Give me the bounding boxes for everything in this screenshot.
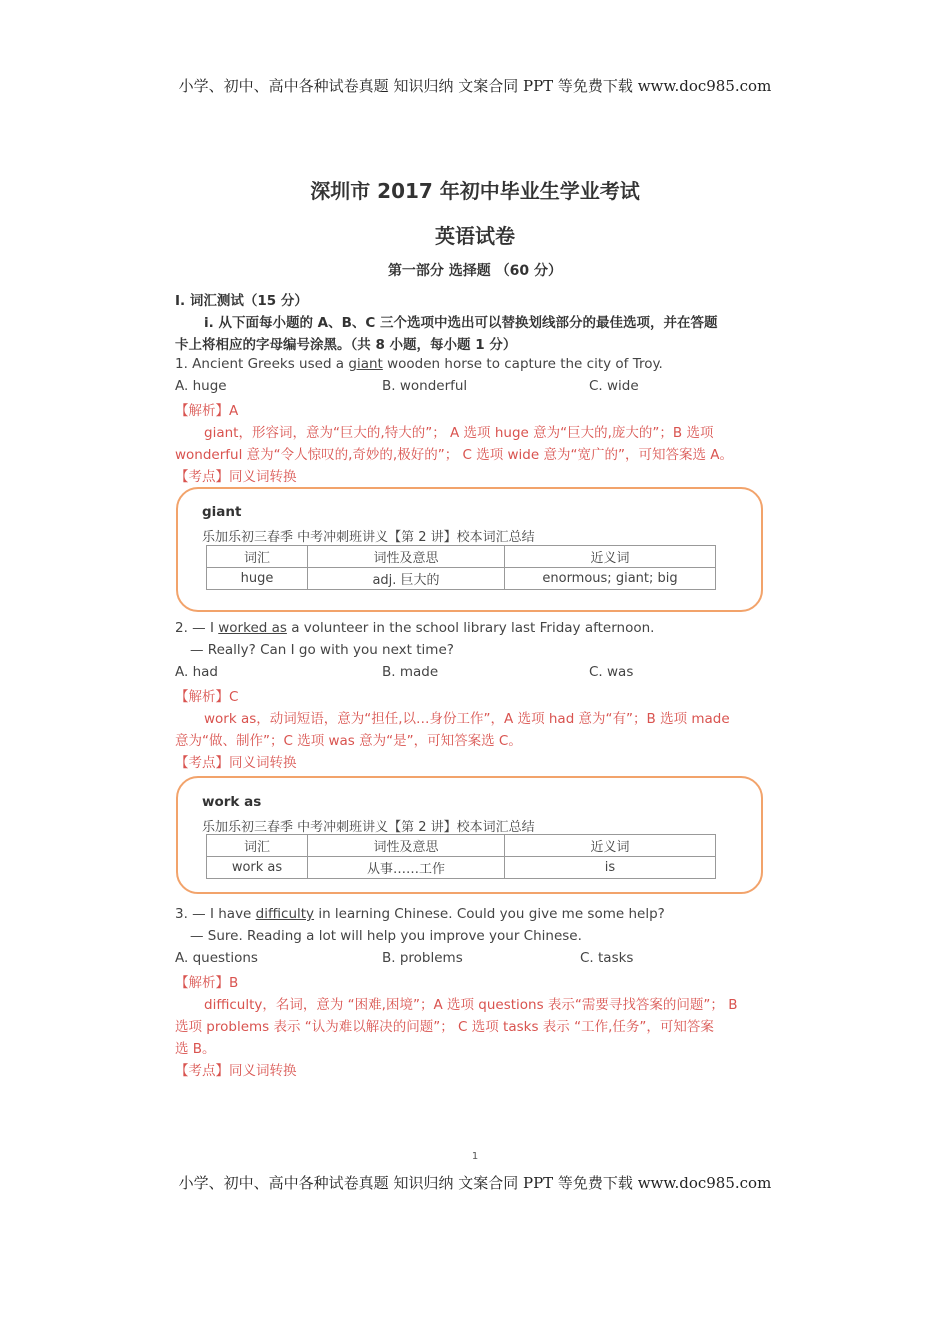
vocab-word: giant: [202, 504, 242, 520]
table-header-row: [207, 546, 716, 568]
table-header: 词性及意思: [308, 835, 505, 857]
table-cell: enormous; giant; big: [505, 568, 716, 590]
q3-option-b: B. problems: [382, 950, 463, 966]
q1-option-b: B. wonderful: [382, 378, 468, 394]
question-2: [175, 620, 654, 636]
section-heading: I. 词汇测试（15 分）: [175, 293, 308, 309]
underlined-word: difficulty: [255, 906, 315, 922]
question-text: 3. — I have: [175, 906, 256, 922]
table-cell: huge: [207, 568, 308, 590]
table-cell: work as: [207, 857, 308, 879]
q2-analysis-line-2: 意为“做、制作”；C 选项 was 意为“是”，可知答案选 C。: [175, 733, 522, 749]
question-text: 2. — I: [175, 620, 219, 636]
page-footer: 小学、初中、高中各种试卷真题 知识归纳 文案合同 PPT 等免费下载 www.doc985.com: [178, 1174, 772, 1192]
vocab-table: [206, 545, 716, 590]
question-3-line-2: — Sure. Reading a lot will help you improve your Chinese.: [190, 928, 582, 944]
page-number: 1: [471, 1151, 479, 1162]
question-3: [175, 906, 665, 922]
vocab-table: [206, 834, 716, 879]
exam-subtitle: 英语试卷: [435, 224, 515, 248]
question-1: [175, 356, 663, 372]
q3-option-c: C. tasks: [580, 950, 634, 966]
question-text: 1. Ancient Greeks used a: [175, 356, 349, 372]
q1-point: 【考点】同义词转换: [175, 469, 297, 485]
vocab-source: 乐加乐初三春季 中考冲刺班讲义【第 2 讲】校本词汇总结: [202, 820, 535, 835]
q2-option-c: C. was: [589, 664, 634, 680]
table-row: [207, 568, 716, 590]
table-header: 词汇: [207, 835, 308, 857]
vocab-word: work as: [202, 794, 262, 810]
table-header-row: [207, 835, 716, 857]
question-text: a volunteer in the school library last Friday afternoon.: [286, 620, 655, 636]
table-header: 近义词: [505, 546, 716, 568]
vocab-box-work-as: [176, 776, 763, 894]
q3-analysis-line-2: 选项 problems 表示 “认为难以解决的问题”； C 选项 tasks 表示 “工作,任务”，可知答案: [175, 1019, 714, 1035]
q2-option-a: A. had: [175, 664, 218, 680]
underlined-word: giant: [348, 356, 383, 372]
q1-answer: 【解析】A: [175, 403, 239, 419]
table-cell: adj. 巨大的: [308, 568, 505, 590]
part-heading: 第一部分 选择题 （60 分）: [387, 263, 563, 279]
question-2-line-2: — Really? Can I go with you next time?: [190, 642, 454, 658]
q3-analysis-line-3: 选 B。: [175, 1041, 216, 1057]
table-cell: 从事……工作: [308, 857, 505, 879]
q1-analysis-line-1: giant，形容词，意为“巨大的,特大的”； A 选项 huge 意为“巨大的,庞大的”；B 选项: [204, 425, 714, 441]
underlined-word: worked as: [218, 620, 287, 636]
q3-option-a: A. questions: [175, 950, 258, 966]
question-text: wooden horse to capture the city of Troy.: [382, 356, 663, 372]
q2-answer: 【解析】C: [175, 689, 239, 705]
page-header: 小学、初中、高中各种试卷真题 知识归纳 文案合同 PPT 等免费下载 www.doc985.com: [178, 77, 772, 95]
exam-title: 深圳市 2017 年初中毕业生学业考试: [310, 179, 640, 203]
q1-option-a: A. huge: [175, 378, 227, 394]
q1-analysis-line-2: wonderful 意为“令人惊叹的,奇妙的,极好的”； C 选项 wide 意为“宽广的”，可知答案选 A。: [175, 447, 733, 463]
table-header: 词汇: [207, 546, 308, 568]
q2-analysis-line-1: work as，动词短语，意为“担任,以…身份工作”，A 选项 had 意为“有”；B 选项 made: [204, 711, 730, 727]
table-cell: is: [505, 857, 716, 879]
vocab-box-giant: [176, 487, 763, 612]
q3-answer: 【解析】B: [175, 975, 239, 991]
q1-option-c: C. wide: [589, 378, 639, 394]
vocab-source: 乐加乐初三春季 中考冲刺班讲义【第 2 讲】校本词汇总结: [202, 530, 535, 545]
q3-analysis-line-1: difficulty，名词，意为 “困难,困境”；A 选项 questions 表示“需要寻找答案的问题”； B: [204, 997, 738, 1013]
q2-point: 【考点】同义词转换: [175, 755, 297, 771]
instruction-line-1: i. 从下面每小题的 A、B、C 三个选项中选出可以替换划线部分的最佳选项，并在答题: [204, 315, 718, 331]
instruction-line-2: 卡上将相应的字母编号涂黑。（共 8 小题，每小题 1 分）: [175, 337, 517, 353]
question-text: in learning Chinese. Could you give me some help?: [314, 906, 665, 922]
q3-point: 【考点】同义词转换: [175, 1063, 297, 1079]
table-header: 近义词: [505, 835, 716, 857]
q2-option-b: B. made: [382, 664, 439, 680]
table-row: [207, 857, 716, 879]
table-header: 词性及意思: [308, 546, 505, 568]
